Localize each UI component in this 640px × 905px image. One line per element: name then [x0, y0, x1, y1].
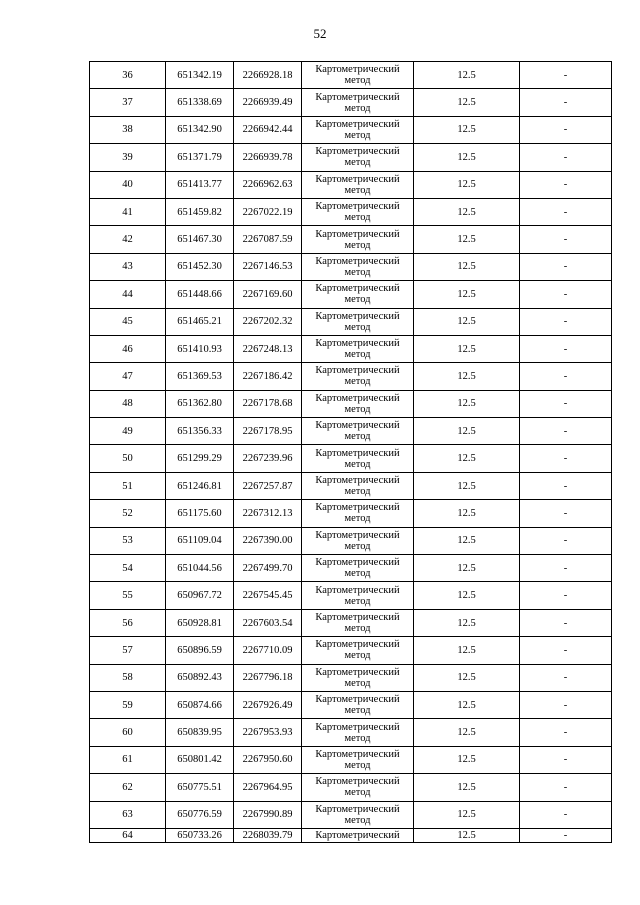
- note-cell: -: [520, 691, 612, 718]
- method-cell: Картометрический метод: [302, 527, 414, 554]
- table-row: [90, 363, 612, 390]
- method-cell: Картометрический метод: [302, 308, 414, 335]
- point-number-cell: 46: [90, 335, 166, 362]
- x-coordinate-cell: 651413.77: [166, 171, 234, 198]
- accuracy-cell: 12.5: [414, 555, 520, 582]
- page-number: 52: [313, 26, 327, 41]
- note-cell: -: [520, 637, 612, 664]
- point-number-cell: 50: [90, 445, 166, 472]
- x-coordinate-cell: 650801.42: [166, 746, 234, 773]
- method-cell: Картометрический метод: [302, 281, 414, 308]
- table-row: [90, 472, 612, 499]
- y-coordinate-cell: 2267169.60: [234, 281, 302, 308]
- accuracy-cell: 12.5: [414, 527, 520, 554]
- point-number-cell: 60: [90, 719, 166, 746]
- x-coordinate-cell: 650874.66: [166, 691, 234, 718]
- note-cell: -: [520, 390, 612, 417]
- accuracy-cell: 12.5: [414, 828, 520, 842]
- table-row: [90, 226, 612, 253]
- y-coordinate-cell: 2266962.63: [234, 171, 302, 198]
- point-number-cell: 40: [90, 171, 166, 198]
- x-coordinate-cell: 651356.33: [166, 418, 234, 445]
- accuracy-cell: 12.5: [414, 746, 520, 773]
- note-cell: -: [520, 500, 612, 527]
- table-row: [90, 418, 612, 445]
- note-cell: -: [520, 116, 612, 143]
- point-number-cell: 59: [90, 691, 166, 718]
- point-number-cell: 45: [90, 308, 166, 335]
- note-cell: -: [520, 363, 612, 390]
- note-cell: -: [520, 226, 612, 253]
- accuracy-cell: 12.5: [414, 281, 520, 308]
- y-coordinate-cell: 2268039.79: [234, 828, 302, 842]
- accuracy-cell: 12.5: [414, 719, 520, 746]
- x-coordinate-cell: 651109.04: [166, 527, 234, 554]
- x-coordinate-cell: 650896.59: [166, 637, 234, 664]
- method-cell: Картометрический метод: [302, 637, 414, 664]
- note-cell: -: [520, 335, 612, 362]
- note-cell: -: [520, 472, 612, 499]
- x-coordinate-cell: 651044.56: [166, 555, 234, 582]
- note-cell: -: [520, 62, 612, 89]
- note-cell: -: [520, 828, 612, 842]
- method-cell: Картометрический метод: [302, 144, 414, 171]
- y-coordinate-cell: 2267710.09: [234, 637, 302, 664]
- table-row: [90, 527, 612, 554]
- table-row: [90, 664, 612, 691]
- x-coordinate-cell: 651465.21: [166, 308, 234, 335]
- x-coordinate-cell: 651459.82: [166, 198, 234, 225]
- method-cell: Картометрический метод: [302, 226, 414, 253]
- accuracy-cell: 12.5: [414, 171, 520, 198]
- accuracy-cell: 12.5: [414, 472, 520, 499]
- method-cell: Картометрический метод: [302, 89, 414, 116]
- accuracy-cell: 12.5: [414, 637, 520, 664]
- accuracy-cell: 12.5: [414, 335, 520, 362]
- y-coordinate-cell: 2266939.78: [234, 144, 302, 171]
- x-coordinate-cell: 651369.53: [166, 363, 234, 390]
- note-cell: -: [520, 89, 612, 116]
- coordinates-table-body: [90, 62, 612, 843]
- method-cell: Картометрический метод: [302, 719, 414, 746]
- method-cell: Картометрический метод: [302, 198, 414, 225]
- x-coordinate-cell: 651299.29: [166, 445, 234, 472]
- table-row: [90, 582, 612, 609]
- accuracy-cell: 12.5: [414, 664, 520, 691]
- point-number-cell: 51: [90, 472, 166, 499]
- accuracy-cell: 12.5: [414, 609, 520, 636]
- accuracy-cell: 12.5: [414, 62, 520, 89]
- table-row: [90, 198, 612, 225]
- method-cell: Картометрический метод: [302, 445, 414, 472]
- x-coordinate-cell: 650892.43: [166, 664, 234, 691]
- method-cell: Картометрический метод: [302, 472, 414, 499]
- table-row: [90, 62, 612, 89]
- y-coordinate-cell: 2266939.49: [234, 89, 302, 116]
- accuracy-cell: 12.5: [414, 198, 520, 225]
- accuracy-cell: 12.5: [414, 691, 520, 718]
- x-coordinate-cell: 651342.19: [166, 62, 234, 89]
- table-row: [90, 390, 612, 417]
- table-row: [90, 555, 612, 582]
- x-coordinate-cell: 651452.30: [166, 253, 234, 280]
- method-cell: Картометрический метод: [302, 500, 414, 527]
- accuracy-cell: 12.5: [414, 116, 520, 143]
- y-coordinate-cell: 2267087.59: [234, 226, 302, 253]
- method-cell: Картометрический метод: [302, 609, 414, 636]
- y-coordinate-cell: 2267257.87: [234, 472, 302, 499]
- y-coordinate-cell: 2267186.42: [234, 363, 302, 390]
- y-coordinate-cell: 2267022.19: [234, 198, 302, 225]
- point-number-cell: 38: [90, 116, 166, 143]
- point-number-cell: 52: [90, 500, 166, 527]
- y-coordinate-cell: 2267990.89: [234, 801, 302, 828]
- accuracy-cell: 12.5: [414, 144, 520, 171]
- table-row: [90, 253, 612, 280]
- method-cell: Картометрический метод: [302, 335, 414, 362]
- method-cell: Картометрический метод: [302, 418, 414, 445]
- x-coordinate-cell: 650928.81: [166, 609, 234, 636]
- accuracy-cell: 12.5: [414, 363, 520, 390]
- method-cell: Картометрический метод: [302, 62, 414, 89]
- note-cell: -: [520, 664, 612, 691]
- y-coordinate-cell: 2267603.54: [234, 609, 302, 636]
- x-coordinate-cell: 651371.79: [166, 144, 234, 171]
- y-coordinate-cell: 2267499.70: [234, 555, 302, 582]
- method-cell: Картометрический метод: [302, 171, 414, 198]
- x-coordinate-cell: 650775.51: [166, 774, 234, 801]
- accuracy-cell: 12.5: [414, 500, 520, 527]
- table-row: [90, 308, 612, 335]
- x-coordinate-cell: 650839.95: [166, 719, 234, 746]
- note-cell: -: [520, 198, 612, 225]
- note-cell: -: [520, 609, 612, 636]
- table-row: [90, 746, 612, 773]
- table-row: [90, 609, 612, 636]
- accuracy-cell: 12.5: [414, 774, 520, 801]
- point-number-cell: 56: [90, 609, 166, 636]
- x-coordinate-cell: 651342.90: [166, 116, 234, 143]
- note-cell: -: [520, 555, 612, 582]
- point-number-cell: 49: [90, 418, 166, 445]
- coordinates-table: [89, 61, 612, 843]
- table-row: [90, 774, 612, 801]
- method-cell: Картометрический метод: [302, 664, 414, 691]
- point-number-cell: 64: [90, 828, 166, 842]
- accuracy-cell: 12.5: [414, 226, 520, 253]
- x-coordinate-cell: 651410.93: [166, 335, 234, 362]
- point-number-cell: 63: [90, 801, 166, 828]
- accuracy-cell: 12.5: [414, 253, 520, 280]
- method-cell: Картометрический метод: [302, 555, 414, 582]
- y-coordinate-cell: 2267239.96: [234, 445, 302, 472]
- method-cell: Картометрический метод: [302, 801, 414, 828]
- accuracy-cell: 12.5: [414, 308, 520, 335]
- method-cell: Картометрический метод: [302, 774, 414, 801]
- accuracy-cell: 12.5: [414, 445, 520, 472]
- y-coordinate-cell: 2267796.18: [234, 664, 302, 691]
- y-coordinate-cell: 2267950.60: [234, 746, 302, 773]
- y-coordinate-cell: 2267248.13: [234, 335, 302, 362]
- point-number-cell: 41: [90, 198, 166, 225]
- x-coordinate-cell: 651175.60: [166, 500, 234, 527]
- accuracy-cell: 12.5: [414, 418, 520, 445]
- y-coordinate-cell: 2267146.53: [234, 253, 302, 280]
- point-number-cell: 48: [90, 390, 166, 417]
- y-coordinate-cell: 2266942.44: [234, 116, 302, 143]
- x-coordinate-cell: 651246.81: [166, 472, 234, 499]
- note-cell: -: [520, 774, 612, 801]
- table-row: [90, 719, 612, 746]
- x-coordinate-cell: 650776.59: [166, 801, 234, 828]
- point-number-cell: 55: [90, 582, 166, 609]
- note-cell: -: [520, 746, 612, 773]
- point-number-cell: 36: [90, 62, 166, 89]
- table-row: [90, 445, 612, 472]
- table-row: [90, 801, 612, 828]
- method-cell: Картометрический метод: [302, 691, 414, 718]
- point-number-cell: 54: [90, 555, 166, 582]
- point-number-cell: 58: [90, 664, 166, 691]
- accuracy-cell: 12.5: [414, 89, 520, 116]
- method-cell: Картометрический метод: [302, 390, 414, 417]
- note-cell: -: [520, 253, 612, 280]
- accuracy-cell: 12.5: [414, 582, 520, 609]
- table-row: [90, 116, 612, 143]
- method-cell: Картометрический метод: [302, 116, 414, 143]
- y-coordinate-cell: 2267178.95: [234, 418, 302, 445]
- x-coordinate-cell: 651448.66: [166, 281, 234, 308]
- accuracy-cell: 12.5: [414, 801, 520, 828]
- point-number-cell: 42: [90, 226, 166, 253]
- note-cell: -: [520, 445, 612, 472]
- y-coordinate-cell: 2267953.93: [234, 719, 302, 746]
- x-coordinate-cell: 651338.69: [166, 89, 234, 116]
- method-cell: Картометрический метод: [302, 253, 414, 280]
- x-coordinate-cell: 651467.30: [166, 226, 234, 253]
- table-row: [90, 89, 612, 116]
- x-coordinate-cell: 650967.72: [166, 582, 234, 609]
- point-number-cell: 62: [90, 774, 166, 801]
- note-cell: -: [520, 801, 612, 828]
- point-number-cell: 53: [90, 527, 166, 554]
- y-coordinate-cell: 2267390.00: [234, 527, 302, 554]
- note-cell: -: [520, 527, 612, 554]
- point-number-cell: 47: [90, 363, 166, 390]
- y-coordinate-cell: 2267545.45: [234, 582, 302, 609]
- y-coordinate-cell: 2267926.49: [234, 691, 302, 718]
- x-coordinate-cell: 650733.26: [166, 828, 234, 842]
- y-coordinate-cell: 2267202.32: [234, 308, 302, 335]
- point-number-cell: 37: [90, 89, 166, 116]
- method-cell: Картометрический метод: [302, 746, 414, 773]
- method-cell: Картометрический метод: [302, 363, 414, 390]
- table-row: [90, 335, 612, 362]
- point-number-cell: 61: [90, 746, 166, 773]
- note-cell: -: [520, 171, 612, 198]
- y-coordinate-cell: 2267312.13: [234, 500, 302, 527]
- y-coordinate-cell: 2267178.68: [234, 390, 302, 417]
- table-row: [90, 144, 612, 171]
- table-row: [90, 171, 612, 198]
- point-number-cell: 57: [90, 637, 166, 664]
- y-coordinate-cell: 2266928.18: [234, 62, 302, 89]
- accuracy-cell: 12.5: [414, 390, 520, 417]
- table-row: [90, 500, 612, 527]
- table-row: [90, 281, 612, 308]
- method-cell: Картометрический метод: [302, 582, 414, 609]
- note-cell: -: [520, 308, 612, 335]
- note-cell: -: [520, 144, 612, 171]
- point-number-cell: 43: [90, 253, 166, 280]
- point-number-cell: 44: [90, 281, 166, 308]
- table-row: [90, 828, 612, 842]
- note-cell: -: [520, 281, 612, 308]
- table-row: [90, 691, 612, 718]
- point-number-cell: 39: [90, 144, 166, 171]
- y-coordinate-cell: 2267964.95: [234, 774, 302, 801]
- method-cell: Картометрический: [302, 828, 414, 842]
- note-cell: -: [520, 418, 612, 445]
- table-row: [90, 637, 612, 664]
- note-cell: -: [520, 719, 612, 746]
- x-coordinate-cell: 651362.80: [166, 390, 234, 417]
- note-cell: -: [520, 582, 612, 609]
